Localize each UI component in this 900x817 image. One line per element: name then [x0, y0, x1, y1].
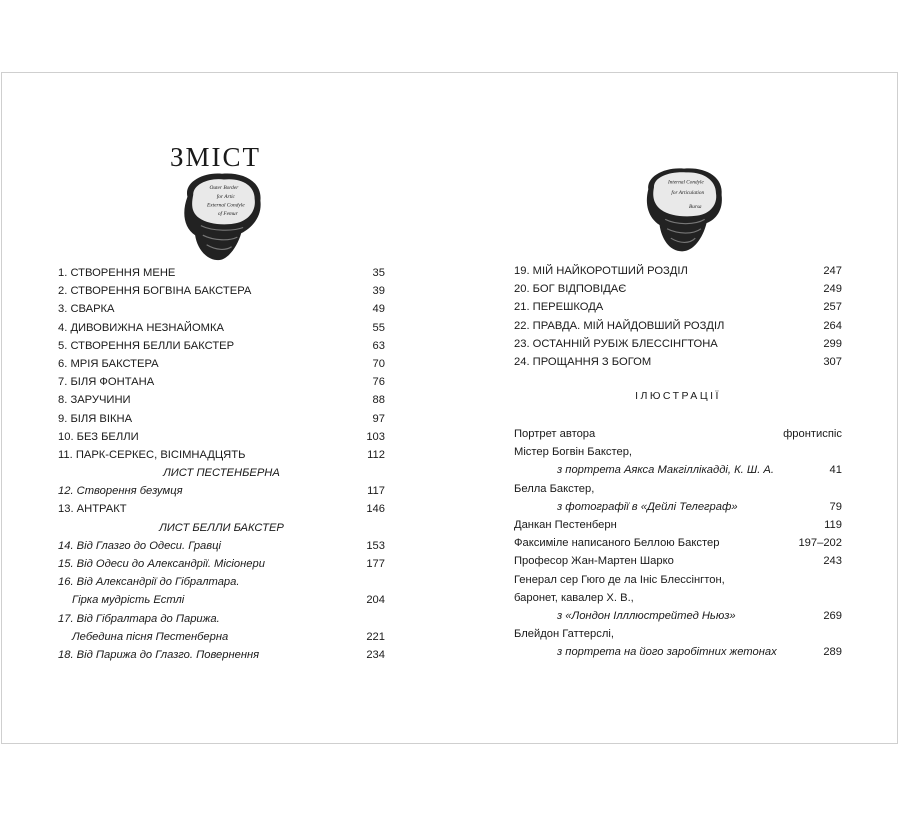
toc-entry-title: 16. Від Александрії до Гібралтара.	[58, 576, 240, 589]
toc-entry-title: 8. ЗАРУЧИНИ	[58, 394, 131, 407]
toc-entry	[58, 300, 385, 318]
toc-entry-page: 70	[372, 357, 385, 370]
illustration-entry	[514, 552, 842, 570]
toc-entry-page: 88	[372, 394, 385, 407]
illustration-source	[514, 461, 842, 479]
toc-entry	[58, 646, 385, 664]
illustration-page: 79	[829, 500, 842, 513]
illustration-title: Портрет автора	[514, 428, 596, 440]
illustration-entry	[514, 425, 842, 443]
toc-entry-title: 11. ПАРК-СЕРКЕС, ВІСІМНАДЦЯТЬ	[58, 448, 246, 461]
toc-entry-title: 7. БІЛЯ ФОНТАНА	[58, 376, 155, 389]
toc-entry	[58, 428, 385, 446]
toc-entry-title: ЛИСТ БЕЛЛИ БАКСТЕР	[159, 521, 284, 534]
illustration-page: 197–202	[798, 537, 842, 550]
illustration-source	[514, 643, 842, 661]
toc-entry-page: 35	[372, 267, 385, 279]
toc-entry-page: 221	[366, 630, 385, 643]
toc-entry-title: 12. Створення безумця	[58, 485, 183, 498]
page-title: ЗМІСТ	[170, 142, 262, 173]
toc-entry-title: 24. ПРОЩАННЯ З БОГОМ	[514, 355, 652, 368]
toc-entry-title: 2. СТВОРЕННЯ БОГВІНА БАКСТЕРА	[58, 285, 252, 298]
toc-entry-title: 18. Від Парижа до Глазго. Повернення	[58, 648, 260, 661]
illustration-entry	[514, 589, 842, 607]
toc-entry	[514, 335, 842, 353]
toc-entry	[58, 319, 385, 337]
toc-entry-page: 103	[366, 430, 385, 443]
toc-entry-title: 6. МРІЯ БАКСТЕРА	[58, 357, 159, 370]
illustration-entry	[514, 625, 842, 643]
emblem-right-line-2: for Articulation	[671, 190, 705, 197]
toc-entry-title: 21. ПЕРЕШКОДА	[514, 301, 604, 314]
toc-entry-title: 1. СТВОРЕННЯ МЕНЕ	[58, 267, 176, 279]
toc-entry-page: 112	[367, 448, 385, 461]
bone-stamp-icon-left	[174, 168, 270, 264]
toc-entry-title: 17. Від Гібралтара до Парижа.	[58, 612, 220, 625]
toc-entry-page: 264	[823, 319, 842, 332]
toc-entry-title: 15. Від Одеси до Александрії. Місіонери	[58, 558, 265, 570]
emblem-right-line-3: Bursa	[689, 204, 702, 211]
toc-entry-page: 76	[372, 376, 385, 389]
illustration-title: Професор Жан-Мартен Шарко	[514, 555, 674, 568]
illustration-entry	[514, 571, 842, 589]
toc-entry-title: 14. Від Глазго до Одеси. Гравці	[58, 539, 221, 552]
toc-entry-title: 4. ДИВОВИЖНА НЕЗНАЙОМКА	[58, 321, 224, 334]
toc-entry-title: 19. МІЙ НАЙКОРОТШИЙ РОЗДІЛ	[514, 265, 688, 277]
toc-entry	[58, 628, 385, 646]
illustration-page: 289	[823, 646, 842, 659]
toc-entry	[58, 591, 385, 609]
toc-entry-page: 234	[366, 648, 385, 661]
illustration-page: 269	[823, 609, 842, 622]
emblem-left-line-2: for Artic	[216, 193, 235, 200]
illustration-entry	[514, 516, 842, 534]
emblem-left-line-3: External Condyle	[207, 202, 245, 209]
toc-entry-title: 13. АНТРАКТ	[58, 503, 127, 516]
toc-entry-page: 153	[366, 539, 385, 552]
toc-entry	[514, 353, 842, 371]
toc-entry	[58, 446, 385, 464]
toc-right-list	[514, 262, 842, 371]
illustration-title: з портрета Аякса Макгіллікадді, К. Ш. А.	[557, 464, 774, 477]
illustration-title: Белла Бакстер,	[514, 482, 595, 495]
toc-entry-title: 5. СТВОРЕННЯ БЕЛЛИ БАКСТЕР	[58, 339, 235, 352]
illustration-title: Містер Богвін Бакстер,	[514, 446, 633, 459]
toc-entry-page: 117	[367, 485, 385, 498]
toc-entry-page: 49	[372, 303, 385, 316]
toc-entry	[58, 482, 385, 500]
toc-entry	[514, 262, 842, 280]
toc-entry-page: 55	[372, 321, 385, 334]
toc-entry-page: 177	[366, 558, 385, 570]
toc-entry	[58, 282, 385, 300]
illustration-entry	[514, 443, 842, 461]
toc-entry-page: 257	[823, 301, 842, 314]
toc-entry-page: 247	[823, 265, 842, 277]
illustration-title: Блейдон Гаттерслі,	[514, 628, 614, 641]
toc-entry-title: 3. СВАРКА	[58, 303, 115, 316]
toc-entry-page: 39	[372, 285, 385, 298]
bone-stamp-icon-right	[637, 163, 731, 257]
illustration-page: 243	[823, 555, 842, 568]
illustration-source	[514, 607, 842, 625]
emblem-right-line-1: Internal Condyle	[668, 179, 704, 186]
toc-entry-page: 249	[823, 283, 842, 296]
toc-entry	[58, 337, 385, 355]
toc-entry	[514, 317, 842, 335]
illustration-page: 119	[824, 518, 842, 531]
toc-entry-title: 20. БОГ ВІДПОВІДАЄ	[514, 283, 627, 296]
toc-entry-title: 22. ПРАВДА. МІЙ НАЙДОВШИЙ РОЗДІЛ	[514, 319, 725, 332]
toc-entry-title: 9. БІЛЯ ВІКНА	[58, 412, 133, 425]
illustration-title: з «Лондон Ілллюстрейтед Ньюз»	[557, 609, 736, 622]
illustration-page: фронтиспіс	[783, 428, 842, 440]
toc-entry	[514, 280, 842, 298]
toc-entry-page: 146	[366, 503, 385, 516]
toc-entry-title: ЛИСТ ПЕСТЕНБЕРНА	[163, 467, 280, 480]
toc-entry-title: 23. ОСТАННІЙ РУБІЖ БЛЕССІНГТОНА	[514, 337, 718, 350]
toc-entry-page: 299	[823, 337, 842, 350]
toc-entry	[58, 555, 385, 573]
toc-section-header	[58, 519, 385, 537]
illustration-page: 41	[829, 464, 842, 477]
toc-entry	[58, 410, 385, 428]
emblem-left-line-4: of Femur	[217, 211, 238, 218]
illustration-title: баронет, кавалер Х. В.,	[514, 591, 634, 604]
toc-left-list	[58, 264, 385, 664]
toc-entry	[58, 537, 385, 555]
toc-entry	[58, 610, 385, 628]
toc-entry	[58, 391, 385, 409]
toc-entry-title: Лебедина пісня Пестенберна	[72, 630, 229, 643]
toc-entry-page: 307	[823, 355, 842, 368]
illustration-title: з портрета на його заробітних жетонах	[557, 646, 777, 659]
toc-entry-page: 97	[372, 412, 385, 425]
illustrations-list	[514, 425, 842, 661]
illustration-title: Генерал сер Гюго де ла Ініс Блессінгтон,	[514, 573, 725, 586]
emblem-left-line-1: Outer Border	[209, 185, 239, 192]
toc-entry	[514, 298, 842, 316]
toc-entry-page: 63	[372, 339, 385, 352]
illustration-entry	[514, 534, 842, 552]
toc-entry-title: Гірка мудрість Естлі	[72, 594, 185, 607]
illustration-title: з фотографії в «Дейлі Телеграф»	[557, 500, 738, 513]
toc-entry	[58, 373, 385, 391]
illustrations-heading: ІЛЮСТРАЦІЇ	[635, 390, 721, 402]
illustration-title: Данкан Пестенберн	[514, 518, 617, 531]
illustration-source	[514, 498, 842, 516]
illustration-title: Факсиміле написаного Беллою Бакстер	[514, 537, 720, 550]
toc-section-header	[58, 464, 385, 482]
toc-entry-page: 204	[366, 594, 385, 607]
toc-entry-title: 10. БЕЗ БЕЛЛИ	[58, 430, 139, 443]
toc-entry	[58, 355, 385, 373]
toc-entry	[58, 264, 385, 282]
toc-entry	[58, 500, 385, 518]
illustration-entry	[514, 480, 842, 498]
toc-entry	[58, 573, 385, 591]
